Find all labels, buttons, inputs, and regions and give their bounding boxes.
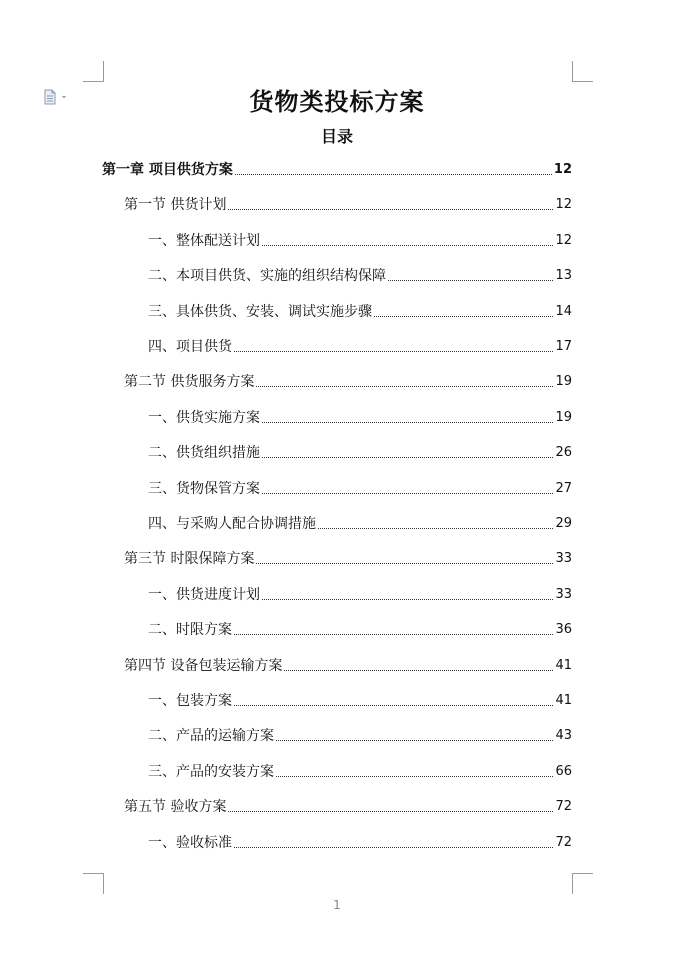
toc-entry[interactable] bbox=[148, 337, 572, 357]
toc-entry-page: 36 bbox=[555, 622, 572, 638]
toc-entry-title: 第四节 设备包装运输方案 bbox=[124, 657, 283, 674]
toc-entry-page: 19 bbox=[555, 409, 572, 425]
toc-leader-dots bbox=[318, 528, 553, 529]
toc-entry-title: 第一节 供货计划 bbox=[124, 197, 227, 214]
toc-heading: 目录 bbox=[320, 127, 353, 146]
toc-entry-page: 17 bbox=[555, 339, 572, 354]
toc-leader-dots bbox=[234, 847, 553, 848]
toc-entry-title: 一、整体配送计划 bbox=[148, 232, 260, 249]
toc-entry-page: 13 bbox=[555, 268, 572, 284]
toc-entry-page: 41 bbox=[555, 693, 572, 708]
page-number: 1 bbox=[333, 898, 341, 912]
margin-corner-top-right bbox=[572, 61, 593, 82]
toc-entry[interactable] bbox=[148, 585, 572, 605]
toc-entry-page: 29 bbox=[555, 516, 572, 531]
toc-entry-page: 33 bbox=[555, 586, 572, 602]
toc-entry[interactable] bbox=[148, 620, 572, 640]
toc-entry-page: 41 bbox=[555, 657, 572, 673]
toc-entry-title: 二、产品的运输方案 bbox=[148, 728, 274, 745]
toc-entry-title: 二、时限方案 bbox=[148, 622, 232, 639]
margin-corner-bottom-right bbox=[572, 873, 593, 894]
document-title: 货物类投标方案 bbox=[249, 87, 425, 116]
toc-leader-dots bbox=[262, 493, 553, 494]
toc-entry-title: 二、本项目供货、实施的组织结构保障 bbox=[148, 268, 386, 285]
toc-leader-dots bbox=[228, 209, 553, 210]
toc-entry[interactable] bbox=[148, 443, 572, 463]
toc-leader-dots bbox=[262, 422, 553, 423]
toc-entry-page: 14 bbox=[555, 303, 572, 319]
toc-leader-dots bbox=[388, 280, 553, 281]
toc-entry[interactable] bbox=[148, 691, 572, 711]
toc-leader-dots bbox=[276, 740, 553, 741]
toc-entry-page: 66 bbox=[555, 763, 572, 779]
toc-entry-page: 12 bbox=[555, 197, 572, 213]
toc-entry[interactable] bbox=[124, 549, 572, 569]
toc-entry[interactable] bbox=[124, 372, 572, 392]
toc-entry-title: 第三节 时限保障方案 bbox=[124, 551, 255, 568]
toc-leader-dots bbox=[234, 634, 553, 635]
toc-entry[interactable] bbox=[148, 514, 572, 534]
toc-entry-title: 二、供货组织措施 bbox=[148, 445, 260, 462]
toc-entry-page: 72 bbox=[555, 799, 572, 815]
toc-entry[interactable] bbox=[148, 726, 572, 746]
toc-leader-dots bbox=[374, 316, 553, 317]
toc-entry-title: 四、与采购人配合协调措施 bbox=[148, 516, 316, 532]
toc-entry[interactable] bbox=[148, 408, 572, 428]
toc-entry-page: 72 bbox=[555, 834, 572, 850]
toc-entry-title: 一、包装方案 bbox=[148, 693, 232, 709]
toc-leader-dots bbox=[262, 457, 553, 458]
toc-entry-page: 12 bbox=[555, 232, 572, 248]
margin-corner-top-left bbox=[83, 61, 104, 82]
toc-entry-title: 第二节 供货服务方案 bbox=[124, 374, 255, 391]
toc-leader-dots bbox=[262, 599, 553, 600]
toc-leader-dots bbox=[256, 386, 553, 387]
toc-entry-title: 第一章 项目供货方案 bbox=[102, 162, 233, 178]
toc-leader-dots bbox=[234, 705, 553, 706]
toc-leader-dots bbox=[256, 563, 553, 564]
margin-corner-bottom-left bbox=[83, 873, 104, 894]
toc-entry-title: 三、货物保管方案 bbox=[148, 480, 260, 497]
toc-entry-page: 27 bbox=[555, 480, 572, 496]
toc-entry[interactable] bbox=[148, 762, 572, 782]
toc-entry-page: 33 bbox=[555, 551, 572, 567]
toc-entry[interactable] bbox=[124, 195, 572, 215]
toc-entry[interactable] bbox=[124, 656, 572, 676]
toc-leader-dots bbox=[234, 351, 553, 352]
toc-entry[interactable] bbox=[102, 160, 572, 180]
toc-entry[interactable] bbox=[148, 302, 572, 322]
toc-entry-title: 四、项目供货 bbox=[148, 339, 232, 355]
toc-entry[interactable] bbox=[148, 833, 572, 853]
toc-entry-title: 一、供货实施方案 bbox=[148, 409, 260, 426]
toc-leader-dots bbox=[284, 670, 553, 671]
toc-leader-dots bbox=[228, 811, 553, 812]
toc-entry[interactable] bbox=[148, 479, 572, 499]
toc-leader-dots bbox=[262, 245, 553, 246]
toc-entry-page: 26 bbox=[555, 445, 572, 461]
toc-entry-page: 43 bbox=[555, 728, 572, 744]
toc-entry-title: 一、验收标准 bbox=[148, 834, 232, 851]
toc-entry-title: 一、供货进度计划 bbox=[148, 586, 260, 603]
toc-entry[interactable] bbox=[148, 266, 572, 286]
toc-entry-page: 19 bbox=[555, 374, 572, 390]
toc-entry-title: 第五节 验收方案 bbox=[124, 799, 227, 816]
toc-entry-title: 三、具体供货、安装、调试实施步骤 bbox=[148, 303, 372, 320]
toc-entry-page: 12 bbox=[553, 162, 572, 177]
toc-entry-title: 三、产品的安装方案 bbox=[148, 763, 274, 780]
toc-leader-dots bbox=[276, 776, 553, 777]
toc-leader-dots bbox=[235, 174, 552, 175]
toc-entry[interactable] bbox=[124, 797, 572, 817]
toc-entry[interactable] bbox=[148, 231, 572, 251]
